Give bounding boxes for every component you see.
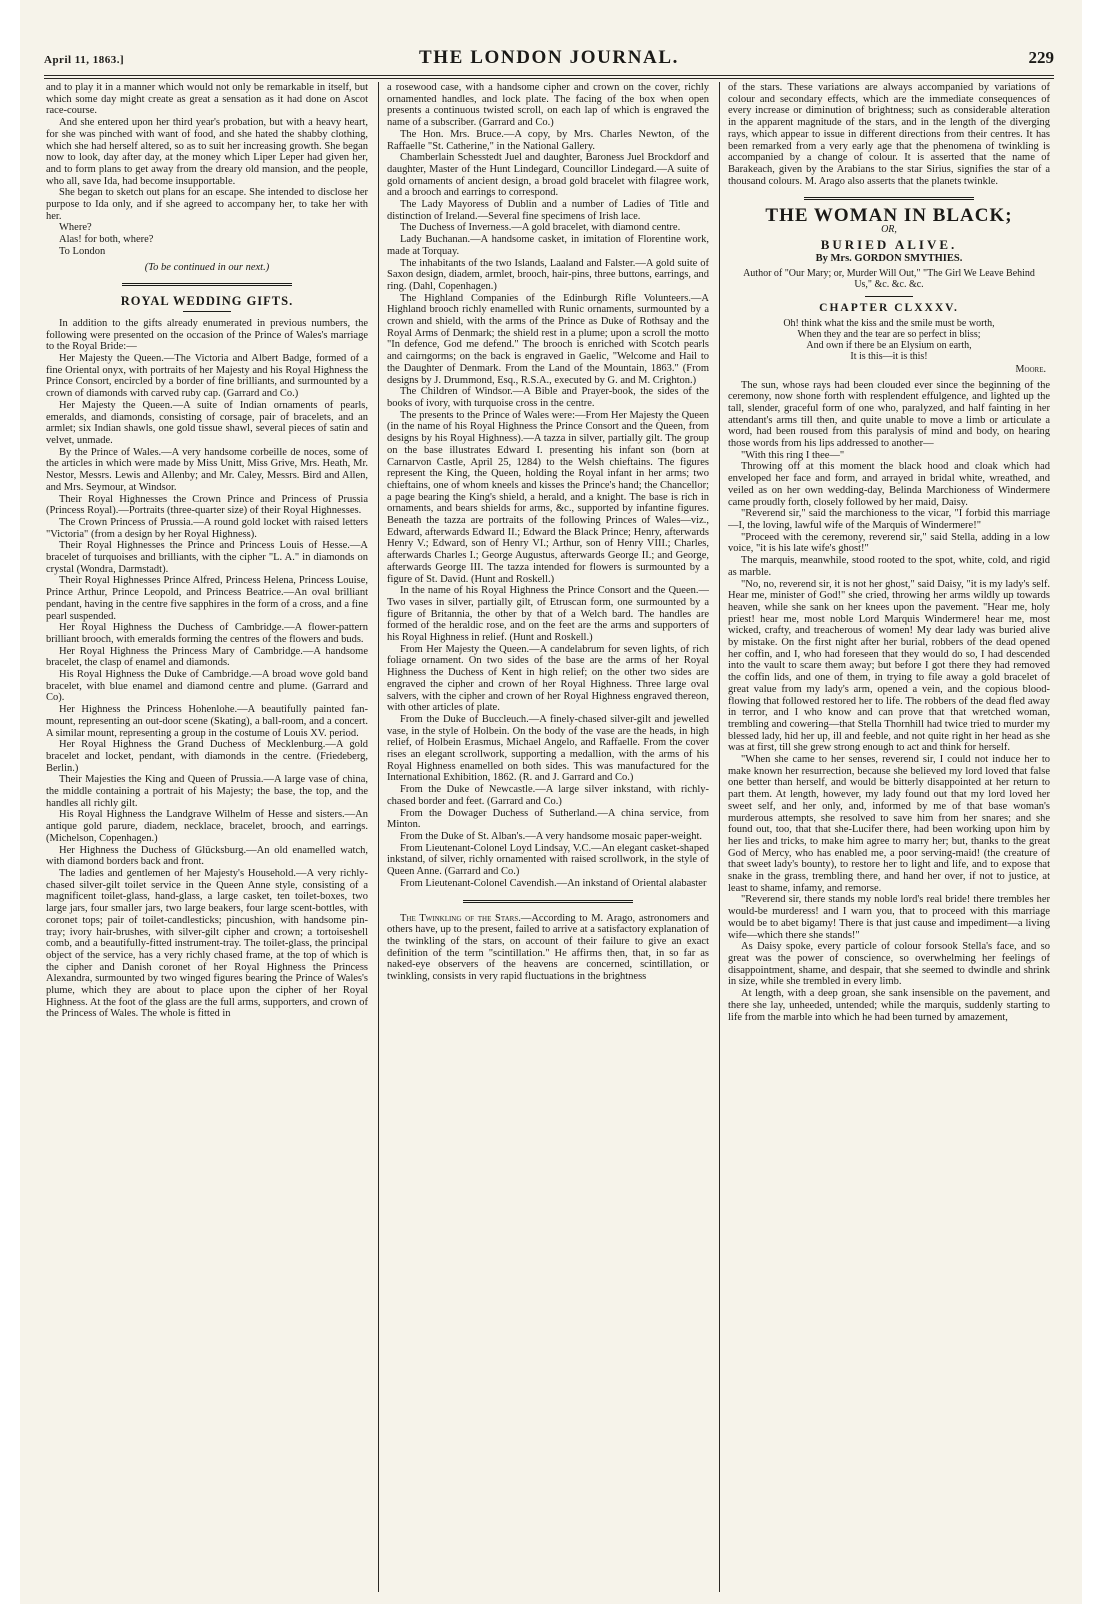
section-divider	[122, 283, 292, 288]
author-note: Author of "Our Mary; or, Murder Will Out," "The Girl We Leave Behind Us," &c. &c. &c.	[743, 268, 1035, 291]
twinkling-continued: of the stars. These variations are always accompanied by variations of colour and secondary effects, which are the immediate consequences of every increase or diminution of brightness; such as considerable alteration in the apparent magnitude of the stars, and in the length of the diverging rays, which appear to issue in different directions from their centres. It has been remarked from a very early age that the phenomena of twinkling is accompanied by a change of colour. It is asserted that the name of Barakeach, given by the Arabians to the star Sirius, signifies the star of a thousand colours. M. Arago also asserts that the planets twinkle.	[728, 82, 1050, 187]
twinkling-paragraph	[387, 913, 709, 983]
gift-paragraph: Her Highness the Duchess of Glücksburg.—An old enamelled watch, with diamond borders back and front.	[46, 844, 368, 868]
story-paragraph: To London	[59, 245, 106, 257]
column-divider-1	[378, 82, 379, 1592]
story-paragraph: She began to sketch out plans for an escape. She intended to disclose her purpose to Ida only, and if she agreed to accompany her, to take her with her.	[46, 187, 368, 222]
column-1	[46, 82, 368, 1592]
story-paragraph: Alas! for both, where?	[59, 234, 154, 246]
story-paragraph: "No, no, reverend sir, it is not her ghost," said Daisy, "it is my lady's self. Hear me, minister of God!" she cried, throwing her arms wildly up towards heaven, while she sank on her knees upon the pavement. "Hear me, holy priest! hear me, most noble Lord Marquis Windermere! hear me, most wicked, crafty, and treacherous of women! My dear lady was buried alive by mistake. On the first night after her burial, robbers of the dead opened her coffin, and I, who had foreseen that they would do so, I had descended into the vault to scare them away; but before I got there they had removed the coffin lids, and one of them, in trying to file away a gold bracelet of great value from my lady's arm, opened a vein, and the copious blood-flowing that followed restored her to life. The robbers of the dead fled away in terror, and I who know and can prove that that wretched woman, trembling and cowering—that Stella Thornhill had twice tried to murder my blessed lady, hid her up, ill and feeble, and not quite right in her head as she was at first, till she grew strong enough to act and think for herself.	[728, 578, 1050, 754]
page-number: 229	[1028, 48, 1054, 67]
gift-paragraph: a rosewood case, with a handsome cipher and crown on the cover, richly ornamented handles, and lock plate. The facing of the box when open presents a continuous twisted scroll, on each lap of which is engraved the name of a subscriber. (Garrard and Co.)	[387, 82, 709, 129]
story-or: OR,	[881, 224, 897, 236]
gift-paragraph: From the Dowager Duchess of Sutherland.—A china service, from Minton.	[387, 807, 709, 831]
story-paragraph: Throwing off at this moment the black hood and cloak which had enveloped her face and form, and arrayed in bridal white, wreathed, and veiled as on her own wedding-day, Belinda Marchioness of Windermere came proudly forth, closely followed by her maid, Daisy.	[728, 461, 1050, 508]
gift-paragraph: In the name of his Royal Highness the Prince Consort and the Queen.—Two vases in silver, partially gilt, of Etruscan form, one surmounted by a figure of Britannia, the other by that of a Welch bard. The handles are formed of the heraldic rose, and on the feet are the arms and supporters of his Royal Highness in relief. (Hunt and Roskell.)	[387, 585, 709, 644]
continued-note: (To be continued in our next.)	[144, 261, 270, 273]
column-3	[728, 82, 1050, 1592]
issue-date: April 11, 1863.]	[44, 54, 125, 66]
gift-paragraph: Their Majesties the King and Queen of Prussia.—A large vase of china, the middle containing a portrait of his Majesty; the base, the top, and the handles all richly gilt.	[46, 774, 368, 809]
gift-paragraph: The Hon. Mrs. Bruce.—A copy, by Mrs. Charles Newton, of the Raffaelle "St. Catherine," in the National Gallery.	[387, 128, 709, 152]
gift-paragraph: His Royal Highness the Duke of Cambridge.—A broad wove gold band bracelet, with blue enamel and diamond centre and plume. (Garrard and Co).	[46, 669, 368, 704]
masthead-rule-bottom	[44, 78, 1054, 79]
gift-paragraph: From Lieutenant-Colonel Cavendish.—An inkstand of Oriental alabaster	[400, 877, 707, 889]
verse-line: It is this—it is this!	[850, 350, 928, 362]
story-paragraph: "With this ring I thee—"	[741, 449, 845, 461]
column-2	[387, 82, 709, 1592]
verse-attribution: Moore.	[1015, 363, 1046, 375]
chapter-heading: CHAPTER CLXXXV.	[819, 302, 959, 315]
gift-paragraph: Chamberlain Schesstedt Juel and daughter, Baroness Juel Brockdorf and daughter, Master of the Hunt Lindegard, Councillor Lindegard.—A suite of gold ornaments of ancient design, a broad gold bracelet with filagree work, and a brooch and earrings to correspond.	[387, 152, 709, 199]
gift-paragraph: His Royal Highness the Landgrave Wilhelm of Hesse and sisters.—An antique gold parure, diadem, necklace, bracelet, brooch, and earrings. (Michelson, Copenhagen.)	[46, 809, 368, 844]
heading-rule	[865, 296, 913, 297]
story-paragraph: The sun, whose rays had been clouded ever since the beginning of the ceremony, now shone forth with resplendent effulgence, and lighted up the tall, slender, graceful form of one who, paralyzed, and half fainting in her attendant's arms till then, and quite unable to move a limb or articulate a word, had been roused from this paralysis of mind and body, on hearing those words from his lips addressed to another—	[728, 379, 1050, 450]
story-paragraph: "Reverend sir, there stands my noble lord's real bride! there trembles her would-be murderess! and I warn you, that to proceed with this marriage would be to abet bigamy! There is that just cause and impediment—a living wife—which there she stands!"	[728, 894, 1050, 941]
gift-paragraph: From the Duke of St. Alban's.—A very handsome mosaic paper-weight.	[400, 831, 703, 842]
gift-paragraph: From the Duke of Buccleuch.—A finely-chased silver-gilt and jewelled vase, in the style of Holbein. On the body of the vase are the heads, in high relief, of Holbein Erasmus, Michael Angelo, and Raffaelle. From the cover rises an elegant scrollwork, supporting a medallion, with the arms of his Royal Highness enamelled on both sides. This was manufactured for the International Exhibition, 1862. (R. and J. Garrard and Co.)	[387, 713, 709, 784]
verse-line: And own if there be an Elysium on earth,	[806, 339, 972, 351]
gift-paragraph: Their Royal Highnesses the Crown Prince and Princess of Prussia (Princess Royal).—Portraits (three-quarter size) of their Royal Highnesses.	[46, 493, 368, 517]
gift-paragraph: The Highland Companies of the Edinburgh Rifle Volunteers.—A Highland brooch richly enamelled with Runic ornaments, surmounted by a crown and shield, with the arms of the Prince as Duke of Rothsay and the Royal Arms of Denmark; the shield rest in a plume; upon a scroll the motto "In defence, God me defend." The brooch is enriched with Scotch pearls and cairngorms; on the back is engraved in Gaelic, "Welcome and Hail to the Daughter of Denmark. From the Land of the Mountain, 1863." (From designs by J. Drummond, Esq., R.S.A., executed by G. and M. Crighton.)	[387, 292, 709, 386]
wedding-gifts-heading: ROYAL WEDDING GIFTS.	[120, 294, 294, 309]
gift-paragraph: From Her Majesty the Queen.—A candelabrum for seven lights, of rich foliage ornament. On two sides of the base are the arms of her Royal Highness the Duchess of Kent in high relief; on the other two sides are engraved the cipher and crown of her Royal Highness. Three large oval salvers, with the cipher and crown of her Royal Highness engraved thereon, with other articles of plate.	[387, 643, 709, 714]
gift-paragraph: The ladies and gentlemen of her Majesty's Household.—A very richly-chased silver-gilt toilet service in the Queen Anne style, consisting of a magnificent toilet-glass, hand-glass, a large casket, ten toilet-boxes, two large jars, four smaller jars, two large beakers, four large scent-bottles, with coronet tops; pair of toilet-candlesticks; pincushion, with handsome pin-tray; ivory hair-brushes, with silver-gilt cipher and crown; a tortoiseshell comb, and a beautifully-fitted instrument-tray. The toilet-glass, the principal object of the service, has a very richly chased frame, at the top of which is the cipher and Danish coronet of her Royal Highness the Princess Alexandra, surmounted by two winged figures bearing the Prince of Wales's plume, which they are about to place upon the cipher of her Royal Highness. At the foot of the glass are the full arms, supporters, and crown of the Princess of Wales. The whole is fitted in	[46, 868, 368, 1020]
column-divider-2	[719, 82, 720, 1592]
gift-paragraph: The Crown Princess of Prussia.—A round gold locket with raised letters "Victoria" (from a design by her Royal Highness).	[46, 516, 368, 540]
story-title: THE WOMAN IN BLACK;	[765, 205, 1013, 227]
gift-paragraph: Her Majesty the Queen.—The Victoria and Albert Badge, formed of a fine Oriental onyx, with portraits of her Majesty and his Royal Highness the Prince Consort, encircled by a border of fine brilliants, and surmounted by a crown of diamonds with carved ruby cap. (Garrard and Co.)	[46, 353, 368, 400]
journal-title: THE LONDON JOURNAL.	[418, 47, 679, 68]
story-paragraph: "Proceed with the ceremony, reverend sir," said Stella, adding in a low voice, "it is his late wife's ghost!"	[728, 531, 1050, 555]
gift-paragraph: The Lady Mayoress of Dublin and a number of Ladies of Title and distinction of Ireland.—Several fine specimens of Irish lace.	[387, 199, 709, 222]
gift-paragraph: From Lieutenant-Colonel Loyd Lindsay, V.C.—An elegant casket-shaped inkstand, of silver, richly ornamented with raised scrollwork, in the style of Queen Anne. (Garrard and Co.)	[387, 842, 709, 878]
gift-paragraph: Their Royal Highnesses Prince Alfred, Princess Helena, Princess Louise, Prince Arthur, Prince Leopold, and Princess Beatrice.—An oval brilliant pendant, having in the centre five sapphires in the form of a cross, and a fine pearl suspended.	[46, 575, 368, 622]
story-paragraph: And she entered upon her third year's probation, but with a heavy heart, for she was pinched with want of food, and she hated the shabby clothing, which she had herself altered, so as to suit her increasing growth. She began now to look, day after day, at the money which Liper Leper had given her, and to form plans to get away from the dreary old mansion, and the people, who all, save Ida, had become insupportable.	[46, 117, 368, 187]
story-subtitle: BURIED ALIVE.	[820, 236, 958, 252]
gift-paragraph: The presents to the Prince of Wales were:—From Her Majesty the Queen (in the name of his Royal Highness the Prince Consort and the Queen, from designs by his Royal Highness).—A tazza in silver, partially gilt. The group on the base illustrates Edward I. presenting his infant son (born at Carnarvon Castle, April 25, 1284) to the Welsh chieftains. The figures represent the King, the Queen, holding the Royal infant in her arms; two chieftains, one of whom kneels and kisses the Prince's hand; the Chancellor; a page bearing the King's shield, a herald, and a knight. The base is rich in ornaments, and bears shields for arms, &c., supported by infantine figures. Beneath the tazza are portraits of the following Princes of Wales—viz., Edward, afterwards Edward II.; Edward the Black Prince; Henry, afterwards Henry V.; Edward, son of Henry VI.; Arthur, son of Henry VIII.; Charles, afterwards Charles I.; George Augustus, afterwards George II.; and George, afterwards George III. The tazza intended for flowers is surmounted by a figure of St. David. (Hunt and Roskell.)	[387, 409, 709, 585]
story-paragraph: As Daisy spoke, every particle of colour forsook Stella's face, and so great was the power of conscience, so overwhelming her feelings of disappointment, shame, and despair, that she seemed to dwindle and shrink in size, while she trembled in every limb.	[728, 941, 1050, 988]
gift-paragraph: Her Royal Highness the Duchess of Cambridge.—A flower-pattern brilliant brooch, with emeralds forming the centres of the flowers and buds.	[46, 622, 368, 645]
twinkling-text: —According to M. Arago, astronomers and others have, up to the present, failed to arrive at a satisfactory explanation of the twinkling of the stars, on account of their failure to give an exact definition of the term "scintillation." He affirms then, that, in so far as naked-eye observers of the heavens are concerned, scintillation, or twinkling, consists in very rapid fluctuations in the brightness	[387, 912, 709, 983]
story-paragraph: and to play it in a manner which would not only be remarkable in itself, but which some day might create as great a sensation as it had done on Ascot race-course.	[46, 82, 368, 117]
gift-paragraph: Their Royal Highnesses the Prince and Princess Louis of Hesse.—A bracelet of turquoises and brilliants, with the cipher "L. A." in diamonds on crystal (Wondra, Darmstadt).	[46, 540, 368, 575]
story-paragraph: Where?	[59, 222, 92, 234]
story-paragraph: The marquis, meanwhile, stood rooted to the spot, white, cold, and rigid as marble.	[728, 555, 1050, 578]
gift-paragraph: Her Royal Highness the Princess Mary of Cambridge.—A handsome bracelet, the clasp of enamel and diamonds.	[46, 645, 368, 669]
story-paragraph: At length, with a deep groan, she sank insensible on the pavement, and there she lay, unheeded, untended; while the marquis, suddenly starting to life from the marble into which he had been turned by amazement,	[728, 988, 1050, 1023]
gift-paragraph: The Children of Windsor.—A Bible and Prayer-book, the sides of the books of ivory, with turquoise cross in the centre.	[387, 386, 709, 409]
gift-paragraph: Her Majesty the Queen.—A suite of Indian ornaments of pearls, emeralds, and diamonds, consisting of corsage, pair of bracelets, and an armlet; six Indian shawls, one gold tissue shawl, several pieces of satin and velvet, unmade.	[46, 399, 368, 446]
gift-paragraph: By the Prince of Wales.—A very handsome corbeille de noces, some of the articles in which were made by Miss Unitt, Miss Grive, Mrs. Heath, Mr. Nestor, Messrs. Lewis and Allenby; and Mr. Caley, Messrs. Bird and Allen, and Mrs. Seymour, at Windsor.	[46, 446, 368, 493]
twinkling-lead: The Twinkling of the Stars.	[400, 912, 521, 924]
gift-paragraph: Lady Buchanan.—A handsome casket, in imitation of Florentine work, made at Torquay.	[387, 234, 709, 257]
heading-rule	[183, 311, 231, 312]
section-divider	[804, 197, 974, 202]
gift-paragraph: From the Duke of Newcastle.—A large silver inkstand, with richly-chased border and feet. (Garrard and Co.)	[387, 784, 709, 807]
masthead	[44, 46, 1054, 72]
gift-paragraph: The Duchess of Inverness.—A gold bracelet, with diamond centre.	[400, 222, 681, 234]
verse-line: Oh! think what the kiss and the smile must be worth,	[783, 317, 995, 329]
gift-paragraph: In addition to the gifts already enumerated in previous numbers, the following were presented on the occasion of the Prince of Wales's marriage to the Royal Bride:—	[46, 317, 368, 353]
gift-paragraph: Her Highness the Princess Hohenlohe.—A beautifully painted fan-mount, representing an out-door scene (Skating), a ball-room, and a concert. A similar mount, representing a group in the costume of Louis XV. period.	[46, 704, 368, 739]
gift-paragraph: Her Royal Highness the Grand Duchess of Mecklenburg.—A gold bracelet and locket, pendant, with diamonds in the centre. (Friedeberg, Berlin.)	[46, 739, 368, 774]
story-paragraph: "Reverend sir," said the marchioness to the vicar, "I forbid this marriage—I, the loving, lawful wife of the Marquis of Windermere!"	[728, 508, 1050, 531]
gift-paragraph: The inhabitants of the two Islands, Laaland and Falster.—A gold suite of Saxon design, diadem, armlet, brooch, hair-pins, three buttons, earrings, and ring. (Dahl, Copenhagen.)	[387, 257, 709, 292]
masthead-rule-top	[44, 75, 1054, 76]
verse-line: When they and the tear are so perfect in bliss;	[797, 328, 981, 340]
story-paragraph: "When she came to her senses, reverend sir, I could not induce her to make known her resurrection, because she believed my lord loved that false one better than herself, and would be bitterly disappointed at her return to part them. At length, however, my lady found out that my lord loved her sweet self, and her only, and, informed by me of that base woman's murderous attempts, she resolved to save him from her snares; and she found out, too, that that she-Lucifer there, had been working upon him by her lies and tricks, to make him agree to marry her; but, thanks to the great God of Mercy, who has enabled me, a poor serving-maid! (the creature of that sweet lady's bounty), to restore her to light and life, and to expose that snake in the grass, trembling there, and hand her over, if not to justice, at least to shame, infamy, and remorse.	[728, 754, 1050, 894]
newspaper-page	[20, 0, 1082, 1604]
section-divider	[463, 900, 633, 905]
story-byline: By Mrs. GORDON SMYTHIES.	[815, 253, 963, 265]
